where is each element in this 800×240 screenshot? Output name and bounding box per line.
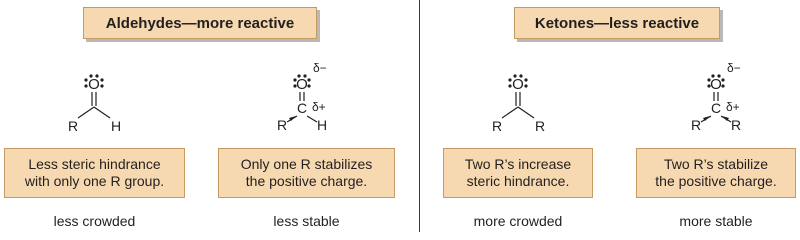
- ketone-charged-structure: [684, 58, 764, 138]
- aldehyde-charged-svg: [270, 58, 350, 138]
- ketone-delta-minus: δ−: [727, 61, 741, 75]
- ketone-carbon: C: [710, 100, 722, 116]
- aldehyde-oxygen: O: [88, 76, 100, 93]
- ketone-stability-caption: more stable: [679, 213, 753, 229]
- ketone-charged-oxygen: O: [710, 76, 722, 93]
- aldehyde-steric-note-line2: with only one R group.: [24, 173, 165, 189]
- ketone-steric-note: [443, 148, 593, 198]
- ketone-r-group-left: R: [491, 118, 503, 134]
- aldehyde-h-group: H: [110, 118, 122, 134]
- aldehydes-header-label: Aldehydes—more reactive: [105, 14, 295, 32]
- aldehyde-delta-minus: δ−: [313, 61, 327, 75]
- aldehyde-stability-caption: less stable: [273, 213, 340, 229]
- ketones-header: [514, 7, 720, 39]
- aldehyde-stability-note-line2: the positive charge.: [245, 173, 368, 189]
- ketone-charged-svg: [684, 58, 764, 138]
- ketone-crowding-caption: more crowded: [473, 213, 563, 229]
- aldehyde-charged-h-group: H: [316, 117, 328, 133]
- ketone-oxygen: O: [512, 76, 524, 93]
- aldehyde-stability-note: [218, 148, 395, 198]
- ketone-delta-plus: δ+: [726, 100, 740, 114]
- ketone-steric-note-line1: Two R’s increase: [464, 156, 572, 172]
- ketones-header-label: Ketones—less reactive: [534, 14, 700, 32]
- panel-divider: [419, 0, 420, 232]
- ketone-r-group-right: R: [534, 118, 546, 134]
- aldehyde-carbon: C: [296, 100, 308, 116]
- aldehyde-charged-r-group: R: [276, 117, 288, 133]
- aldehydes-header: [83, 7, 317, 39]
- aldehyde-steric-note-line1: Less steric hindrance: [28, 156, 161, 172]
- aldehyde-structure: [60, 58, 130, 138]
- aldehyde-steric-note: [4, 148, 185, 198]
- ketone-stability-note-line2: the positive charge.: [655, 173, 777, 189]
- aldehyde-stability-note-line1: Only one R stabilizes: [240, 156, 373, 172]
- aldehyde-structure-svg: [60, 58, 130, 138]
- aldehyde-delta-plus: δ+: [312, 100, 326, 114]
- aldehyde-r-group: R: [67, 118, 79, 134]
- ketone-structure: [484, 58, 554, 138]
- ketone-stability-note: [636, 148, 796, 198]
- ketone-charged-r-group-left: R: [690, 117, 702, 133]
- aldehyde-charged-oxygen: O: [296, 76, 308, 93]
- ketone-stability-note-line1: Two R’s stabilize: [663, 156, 768, 172]
- aldehyde-crowding-caption: less crowded: [53, 213, 136, 229]
- ketone-structure-svg: [484, 58, 554, 138]
- ketone-charged-r-group-right: R: [730, 117, 742, 133]
- ketone-steric-note-line2: steric hindrance.: [466, 173, 570, 189]
- aldehyde-charged-structure: [270, 58, 350, 138]
